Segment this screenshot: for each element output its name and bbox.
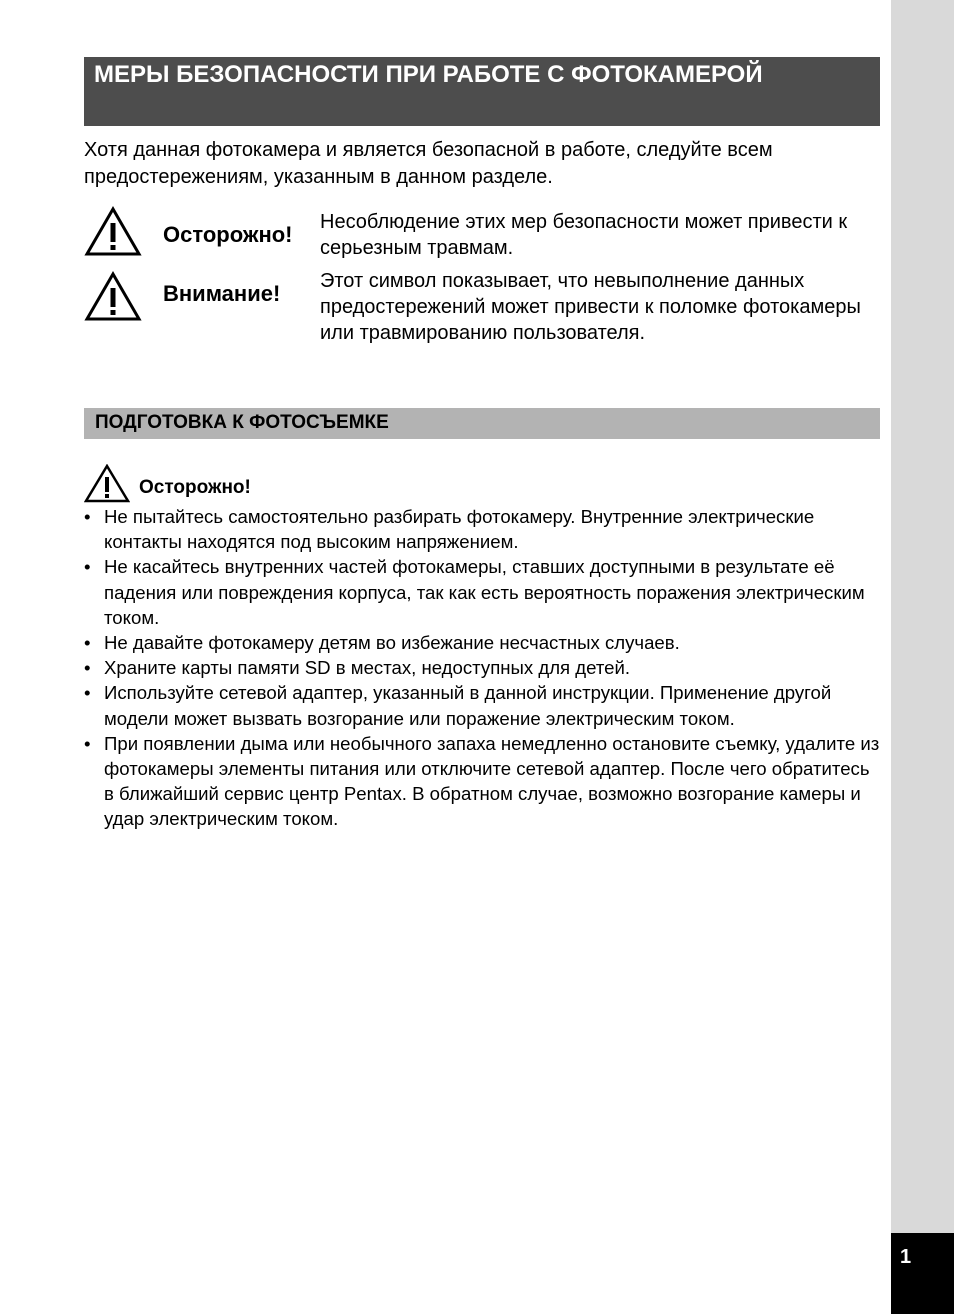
caution-label: Осторожно! [163,222,293,247]
attention-label: Внимание! [163,281,281,306]
bullet-icon: • [84,632,91,654]
page-number-tab [891,1233,954,1314]
list-item: • Не давайте фотокамеру детям во избежание несчастных случаев. [84,630,884,655]
intro-paragraph: Хотя данная фотокамера и является безопасной в работе, следуйте всем предостережениям, указанным в данном разделе. [84,139,773,188]
warning-triangle-icon [84,464,130,504]
section-title: ПОДГОТОВКА К ФОТОСЪЕМКЕ [84,408,880,439]
caution-description: Несоблюдение этих мер безопасности может привести к серьезным травмам. [320,211,848,259]
list-item: • При появлении дыма или необычного запаха немедленно остановите съемку, удалите из фотокамеры элементы питания или отключите сетевой адаптер. После чего обратитесь в ближайший сервис центр Pentax. В обратном случае, возможно возгорание камеры и удар электрическим током. [84,732,880,830]
list-item: • Используйте сетевой адаптер, указанный в данной инструкции. Применение другой модели может вызвать возгорание или поражение электрическим током. [84,682,832,729]
bullet-icon: • [84,732,91,754]
bullet-icon: • [84,556,91,578]
section-caution-label: Осторожно! [139,477,251,498]
list-item: • Не касайтесь внутренних частей фотокамеры, ставших доступными в результате её падения или повреждения корпуса, так как есть вероятность поражения электрическим током. [84,556,865,628]
caution-list [84,504,884,832]
warning-triangle-icon [84,206,142,258]
side-strip [891,0,954,1314]
list-item: • Не пытайтесь самостоятельно разбирать фотокамеру. Внутренние электрические контакты находятся под высоким напряжением. [84,506,815,553]
page-number: 1 [900,1246,912,1268]
warning-triangle-icon [84,271,142,323]
bullet-icon: • [84,682,91,704]
page-title: МЕРЫ БЕЗОПАСНОСТИ ПРИ РАБОТЕ С ФОТОКАМЕРОЙ [84,57,880,126]
bullet-icon: • [84,506,91,527]
bullet-icon: • [84,657,91,679]
list-item: • Храните карты памяти SD в местах, недоступных для детей. [84,655,884,680]
attention-description: Этот символ показывает, что невыполнение данных предостережений может привести к поломке фотокамеры или травмированию пользователя. [320,270,861,344]
